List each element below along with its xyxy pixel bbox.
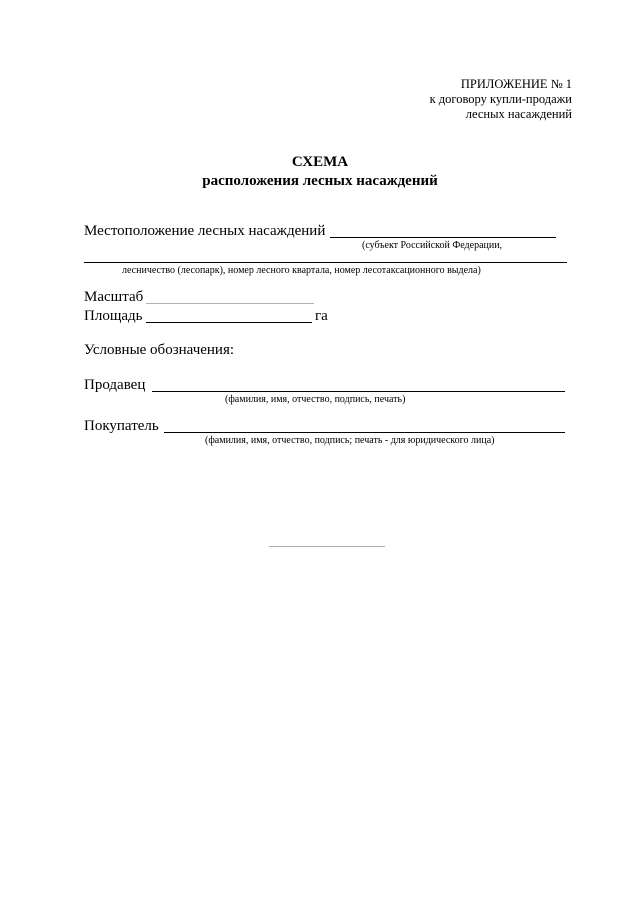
- location-label: Местоположение лесных насаждений: [84, 223, 326, 239]
- area-field-line[interactable]: [146, 322, 312, 323]
- document-title: СХЕМА: [291, 154, 349, 170]
- location-hint-forestry: лесничество (лесопарк), номер лесного квартала, номер лесотаксационного выдела): [122, 265, 481, 276]
- document-subtitle: расположения лесных насаждений: [202, 173, 438, 189]
- legend-label: Условные обозначения:: [84, 342, 235, 358]
- appendix-contract-ref: к договору купли-продажи: [429, 92, 572, 106]
- buyer-field-line[interactable]: [164, 432, 565, 433]
- location-field-line[interactable]: [330, 237, 556, 238]
- location-field-line-2[interactable]: [84, 262, 567, 263]
- location-hint-subject: (субъект Российской Федерации,: [362, 240, 503, 251]
- appendix-number: ПРИЛОЖЕНИЕ № 1: [460, 77, 572, 91]
- area-label: Площадь: [84, 308, 143, 324]
- scale-label: Масштаб: [84, 289, 144, 305]
- area-unit: га: [315, 308, 328, 324]
- seller-field-line[interactable]: [152, 391, 565, 392]
- seller-hint: (фамилия, имя, отчество, подпись, печать): [225, 394, 406, 405]
- buyer-hint: (фамилия, имя, отчество, подпись; печать - для юридического лица): [205, 435, 495, 446]
- bottom-divider: [269, 546, 385, 547]
- buyer-label: Покупатель: [84, 418, 159, 434]
- appendix-contract-subject: лесных насаждений: [465, 107, 572, 121]
- seller-label: Продавец: [84, 377, 146, 393]
- scale-field-line[interactable]: [146, 303, 314, 304]
